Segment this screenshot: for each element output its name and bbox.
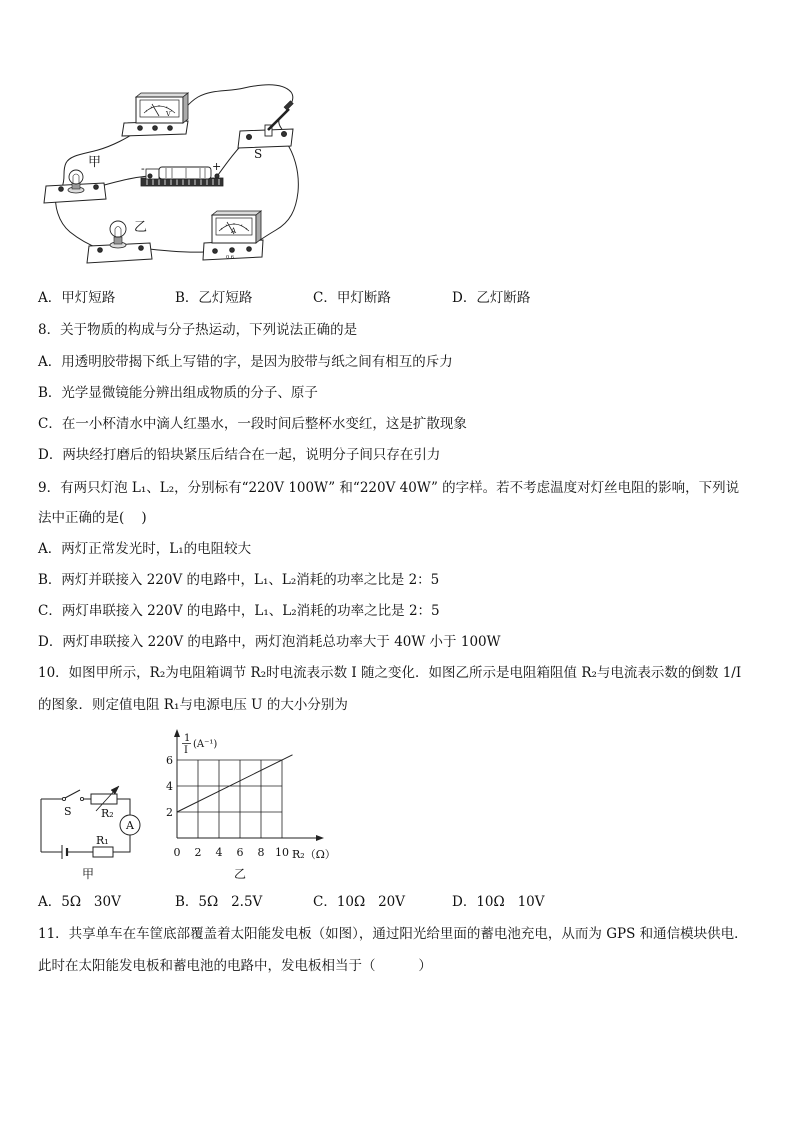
switch-blade [268,109,289,130]
data-series [177,755,293,812]
ammeter-terminal [247,247,252,252]
r1-body [93,847,113,857]
q7-option-a[interactable]: A．甲灯短路 [38,290,116,306]
series-line [177,755,293,812]
lamp-jia-terminal [94,185,99,190]
ammeter-terminal [213,249,218,254]
y-tick-label: 2 [166,806,173,819]
x-tick-label: 0 [173,846,181,859]
switch-label: S [64,805,72,818]
q9-option-d[interactable]: D．两灯串联接入 220V 的电路中，两灯泡消耗总功率大于 40W 小于 100W [38,634,501,650]
wire-right-bottom [113,835,130,852]
ammeter-terminal-label: 0.6 [226,254,234,261]
q8-option-d[interactable]: D．两块经打磨后的铅块紧压后结合在一起，说明分子间只存在引力 [38,447,441,463]
y-axis-label [182,733,217,756]
wire-top-right [117,799,130,815]
switch-handle [284,101,293,110]
q9-stem-line: 9．有两只灯泡 L₁、L₂，分别标有“220V 100W” 和“220V 40W” 的字样。若不考虑温度对灯丝电阻的影响，下列说 [38,480,740,496]
r2-label: R₂ [101,807,114,820]
graph-plot [160,728,345,880]
q11-stem-line: 此时在太阳能发电板和蓄电池的电路中，发电板相当于（ ） [38,958,432,974]
switch-blade [65,790,80,798]
q9-option-c[interactable]: C．两灯串联接入 220V 的电路中，L₁、L₂消耗的功率之比是 2：5 [38,603,440,619]
voltmeter-symbol: V [166,110,171,118]
ammeter-symbol-circle [120,815,140,835]
q10-option-c[interactable]: C．10Ω 20V [313,894,406,910]
switch-terminal [247,135,252,140]
ammeter [203,211,263,261]
voltmeter-terminal [153,126,158,131]
resistor-r1 [93,834,113,857]
switch-label: S [254,147,263,161]
voltmeter-dial [140,100,179,117]
voltmeter-top [136,93,188,97]
graph-grid [177,760,282,838]
q10-stem-line: 10．如图甲所示，R₂为电阻箱调节 R₂时电流表示数 I 随之变化．如图乙所示是电阻箱阻值 R₂与电流表示数的倒数 1/I [38,665,742,681]
battery-positive-terminal [215,174,219,178]
q8-option-b[interactable]: B．光学显微镜能分辨出组成物质的分子、原子 [38,385,318,401]
x-axis-arrow [316,835,324,841]
knife-switch [238,101,293,161]
y-label-numerator: 1 [184,733,191,744]
voltmeter-terminal [168,126,173,131]
x-tick-label: 2 [194,846,202,859]
x-tick-label: 8 [257,846,265,859]
battery-negative-terminal [148,174,152,178]
q8-stem: 8．关于物质的构成与分子热运动，下列说法正确的是 [38,322,358,338]
q10-option-a[interactable]: A．5Ω 30V [38,894,121,910]
lamp-yi [87,220,152,263]
ammeter-side [256,211,261,243]
battery-symbol [62,845,67,859]
battery-positive-sign: + [212,160,222,173]
x-tick-label: 4 [215,846,223,859]
lamp-yi-terminal [139,246,144,251]
voltmeter-side [183,93,188,123]
q10-stem-line: 的图象．则定值电阻 R₁与电源电压 U 的大小分别为 [38,697,348,713]
x-axis-label: R₂（Ω） [292,848,336,861]
tick-labels [166,754,289,859]
circuit-caption: 甲 [82,867,95,881]
y-label-unit: (A⁻¹) [193,739,218,750]
lamp-jia [44,155,106,203]
schematic-wires [41,799,130,852]
q8-option-a[interactable]: A．用透明胶带揭下纸上写错的字，是因为胶带与纸之间有相互的斥力 [38,354,453,370]
x-tick-label: 10 [275,846,289,859]
y-tick-label: 4 [166,780,173,793]
lamp-jia-bulb [69,170,83,184]
ammeter-top [212,211,261,215]
q7-option-d[interactable]: D．乙灯断路 [452,290,531,306]
lamp-jia-label: 甲 [88,155,102,170]
lamp-yi-socket [114,237,122,244]
lamp-jia-terminal [59,187,64,192]
graph-caption: 乙 [234,867,247,881]
q10-option-b[interactable]: B．5Ω 2.5V [175,894,263,910]
y-tick-label: 6 [166,754,173,767]
y-label-denominator: I [184,745,188,756]
switch-s [62,790,83,818]
q8-option-c[interactable]: C．在一小杯清水中滴人红墨水，一段时间后整杯水变红，这是扩散现象 [38,416,467,432]
q7-option-b[interactable]: B．乙灯短路 [175,290,253,306]
q9-option-b[interactable]: B．两灯并联接入 220V 的电路中，L₁、L₂消耗的功率之比是 2：5 [38,572,440,588]
battery-left-cap [146,169,159,179]
voltmeter-terminal [138,126,143,131]
q10-option-d[interactable]: D．10Ω 10V [452,894,545,910]
battery [141,160,223,186]
q10-circuit-schematic [35,775,145,880]
lamp-yi-label: 乙 [134,220,148,235]
battery-negative-sign: - [141,162,145,175]
r1-label: R₁ [96,834,109,847]
q9-option-a[interactable]: A．两灯正常发光时，L₁的电阻较大 [38,541,252,557]
voltmeter [122,93,188,136]
switch-terminal [282,132,287,137]
q7-option-c[interactable]: C．甲灯断路 [313,290,391,306]
q9-stem-line: 法中正确的是( ) [38,510,147,526]
x-tick-label: 6 [236,846,244,859]
ammeter-letter: A [126,819,134,832]
q7-circuit-figure [35,80,305,275]
ammeter-terminal [230,248,235,253]
y-axis-arrow [174,729,180,737]
lamp-yi-terminal [98,248,103,253]
switch-contact [80,797,83,800]
battery-cell [159,167,211,179]
ammeter-symbol: A [231,227,237,235]
resistor-box-r2 [91,786,119,820]
q11-stem-line: 11．共享单车在车筐底部覆盖着太阳能发电板（如图），通过阳光给里面的蓄电池充电，从而为 GPS 和通信模块供电． [38,926,748,942]
lamp-yi-bulb [110,221,126,237]
